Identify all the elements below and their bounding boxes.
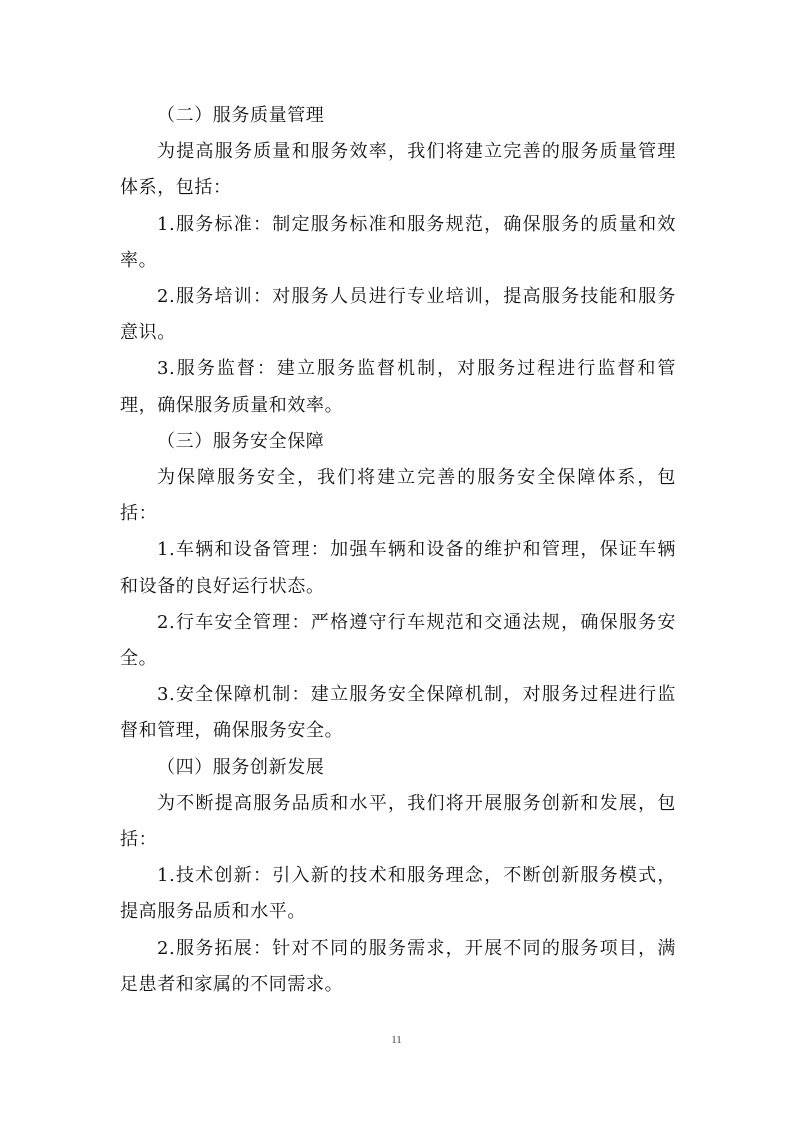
paragraph-service-expansion: 2.服务拓展：针对不同的服务需求，开展不同的服务项目，满足患者和家属的不同需求。: [120, 937, 676, 995]
section-heading-service-innovation: （四）服务创新发展: [157, 756, 325, 778]
section-heading-service-quality: （二）服务质量管理: [157, 105, 325, 126]
paragraph-innovation-intro: 为不断提高服务品质和水平，我们将开展服务创新和发展，包括：: [120, 792, 676, 851]
page-number: 11: [391, 1034, 402, 1046]
document-body: [120, 98, 676, 1003]
paragraph-vehicle-management: 1.车辆和设备管理：加强车辆和设备的维护和管理，保证车辆和设备的良好运行状态。: [120, 539, 676, 597]
section-heading-service-safety: （三）服务安全保障: [157, 430, 325, 452]
paragraph-safety-mechanism: 3.安全保障机制：建立服务安全保障机制，对服务过程进行监督和管理，确保服务安全。: [120, 684, 676, 742]
paragraph-service-standard: 1.服务标准：制定服务标准和服务规范，确保服务的质量和效率。: [120, 213, 676, 271]
paragraph-quality-intro: 为提高服务质量和服务效率，我们将建立完善的服务质量管理体系，包括：: [120, 141, 676, 199]
paragraph-driving-safety: 2.行车安全管理：严格遵守行车规范和交通法规，确保服务安全。: [120, 611, 676, 670]
paragraph-service-supervision: 3.服务监督：建立服务监督机制，对服务过程进行监督和管理，确保服务质量和效率。: [120, 358, 676, 416]
paragraph-safety-intro: 为保障服务安全，我们将建立完善的服务安全保障体系，包括：: [120, 467, 676, 525]
paragraph-tech-innovation: 1.技术创新：引入新的技术和服务理念，不断创新服务模式，提高服务品质和水平。: [120, 865, 676, 923]
paragraph-service-training: 2.服务培训：对服务人员进行专业培训，提高服务技能和服务意识。: [120, 286, 676, 344]
